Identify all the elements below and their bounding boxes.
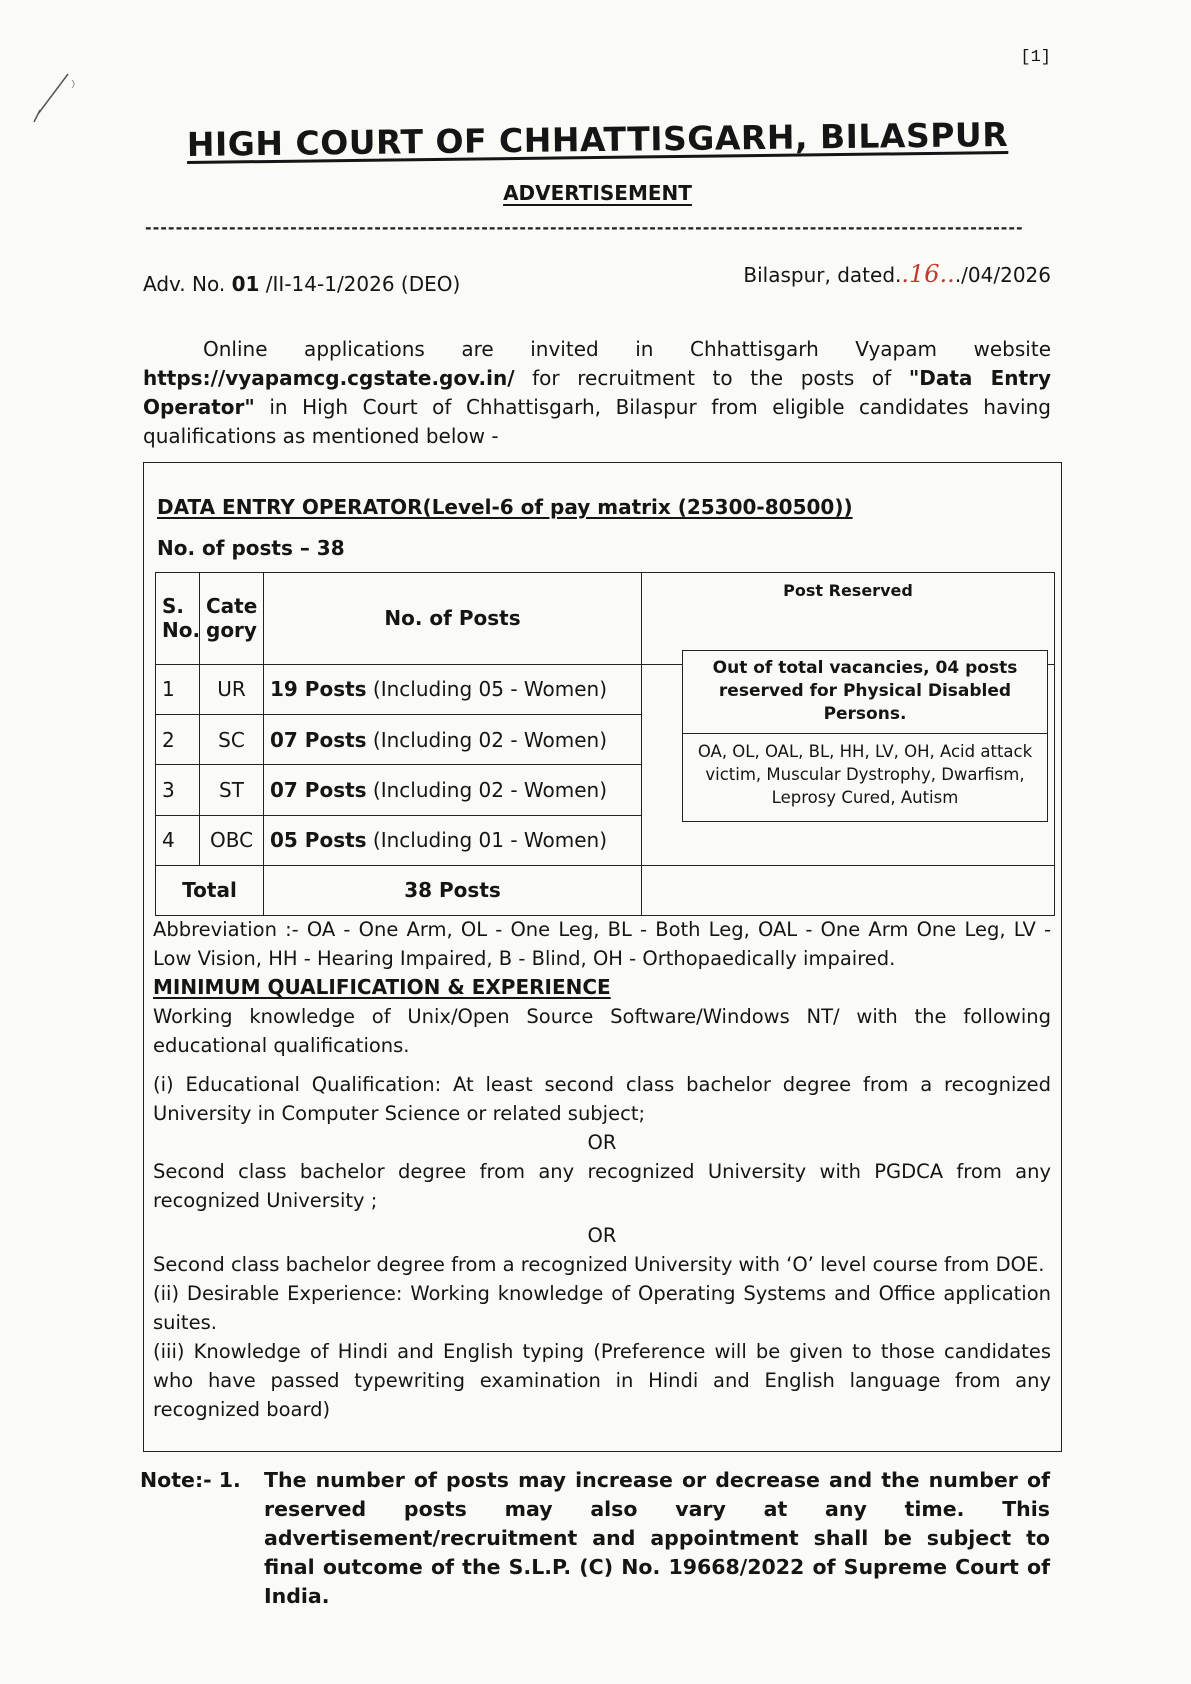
- intro-lead: Online applications are invited in Chhattisgarh Vyapam website: [203, 337, 1051, 361]
- education-qualification-1: (i) Educational Qualification: At least second class bachelor degree from a recognized University in Computer Science or related subject;: [153, 1073, 1051, 1125]
- intro-paragraph: [143, 335, 1051, 451]
- row-posts: [264, 715, 642, 765]
- intro-tail: in High Court of Chhattisgarh, Bilaspur from eligible candidates having qualifications as mentioned below -: [143, 395, 1051, 448]
- row-posts-note: (Including 05 - Women): [366, 677, 607, 702]
- header-reserved: Post Reserved: [642, 573, 1055, 665]
- date-prefix: Bilaspur, dated.: [743, 263, 902, 287]
- posts-count: No. of posts – 38: [157, 536, 345, 560]
- handwritten-day: .16..: [901, 260, 955, 288]
- row-category: UR: [200, 664, 264, 714]
- header-sno: S. No.: [156, 573, 200, 665]
- row-posts-note: (Including 02 - Women): [366, 777, 607, 802]
- qualification-intro: Working knowledge of Unix/Open Source Software/Windows NT/ with the following educational qualifications.: [153, 1005, 1051, 1057]
- post-name: "Data Entry Operator": [143, 366, 1051, 419]
- row-posts-note: (Including 01 - Women): [366, 828, 607, 853]
- adv-prefix: Adv. No.: [143, 272, 232, 296]
- reserved-main-text: Out of total vacancies, 04 posts reserved for Physical Disabled Persons.: [683, 651, 1047, 734]
- note-label: Note:- 1.: [140, 1468, 241, 1492]
- row-category: ST: [200, 765, 264, 815]
- advertisement-number: [143, 272, 460, 296]
- advertisement-date: [743, 260, 1051, 288]
- qualification-heading: MINIMUM QUALIFICATION & EXPERIENCE: [153, 975, 611, 999]
- total-empty-cell: [642, 865, 1055, 915]
- row-posts: [264, 765, 642, 815]
- row-posts-count: 07 Posts: [270, 777, 367, 802]
- reserved-detail-text: OA, OL, OAL, BL, HH, LV, OH, Acid attack victim, Muscular Dystrophy, Dwarfism, Leprosy Cured, Autism: [697, 742, 1033, 807]
- date-suffix: ./04/2026: [954, 263, 1051, 287]
- adv-suffix: /II-14-1/2026 (DEO): [259, 272, 461, 296]
- separator-line: -------------------------------------------------------------------------------------------------------------------: [145, 218, 1024, 237]
- page-number: [1]: [1020, 48, 1051, 67]
- row-posts-note: (Including 02 - Women): [366, 727, 607, 752]
- row-sno: 2: [156, 715, 200, 765]
- row-posts-count: 07 Posts: [270, 727, 367, 752]
- note-text: The number of posts may increase or decrease and the number of reserved posts may also vary at any time. This advertisement/recruitment and appointment shall be subject to final outcome of the S.L.P. (C) No. 19668/2022 of Supreme Court of India.: [264, 1468, 1050, 1608]
- row-posts-count: 19 Posts: [270, 677, 367, 702]
- intro-mid: for recruitment to the posts of: [514, 366, 909, 390]
- website-link: https://vyapamcg.cgstate.gov.in/: [143, 366, 515, 390]
- total-value: 38 Posts: [264, 865, 642, 915]
- page-title: HIGH COURT OF CHHATTISGARH, BILASPUR: [186, 114, 1009, 165]
- adv-number-value: 01: [231, 272, 260, 296]
- or-separator: OR: [587, 1224, 617, 1247]
- row-category: SC: [200, 715, 264, 765]
- row-posts-count: 05 Posts: [270, 828, 367, 853]
- qualification-section: [153, 915, 1051, 1424]
- total-label: Total: [156, 865, 264, 915]
- pen-mark-icon: [28, 70, 88, 130]
- note-section: [140, 1466, 1050, 1611]
- row-sno: 4: [156, 815, 200, 865]
- reserved-box: [682, 650, 1048, 822]
- row-posts: [264, 664, 642, 714]
- row-sno: 1: [156, 664, 200, 714]
- education-qualification-2: Second class bachelor degree from any recognized University with PGDCA from any recognized University ;: [153, 1160, 1051, 1212]
- typing-knowledge: (iii) Knowledge of Hindi and English typing (Preference will be given to those candidates who have passed typewriting examination in Hindi and English language from any recognized board): [153, 1340, 1051, 1421]
- post-heading: DATA ENTRY OPERATOR(Level-6 of pay matrix (25300-80500)): [157, 495, 853, 519]
- abbreviation-text: Abbreviation :- OA - One Arm, OL - One Leg, BL - Both Leg, OAL - One Arm One Leg, LV - Low Vision, HH - Hearing Impaired, B - Blind, OH - Orthopaedically impaired.: [153, 918, 1051, 970]
- header-category: Cate gory: [200, 573, 264, 665]
- or-separator: OR: [587, 1131, 617, 1154]
- row-posts: [264, 815, 642, 865]
- row-sno: 3: [156, 765, 200, 815]
- education-qualification-3: Second class bachelor degree from a recognized University with ‘O’ level course from DOE.: [153, 1253, 1045, 1276]
- total-row: [156, 865, 1055, 915]
- advertisement-heading: ADVERTISEMENT: [503, 181, 692, 205]
- desirable-experience: (ii) Desirable Experience: Working knowledge of Operating Systems and Office application suites.: [153, 1282, 1051, 1334]
- header-posts: No. of Posts: [264, 573, 642, 665]
- row-category: OBC: [200, 815, 264, 865]
